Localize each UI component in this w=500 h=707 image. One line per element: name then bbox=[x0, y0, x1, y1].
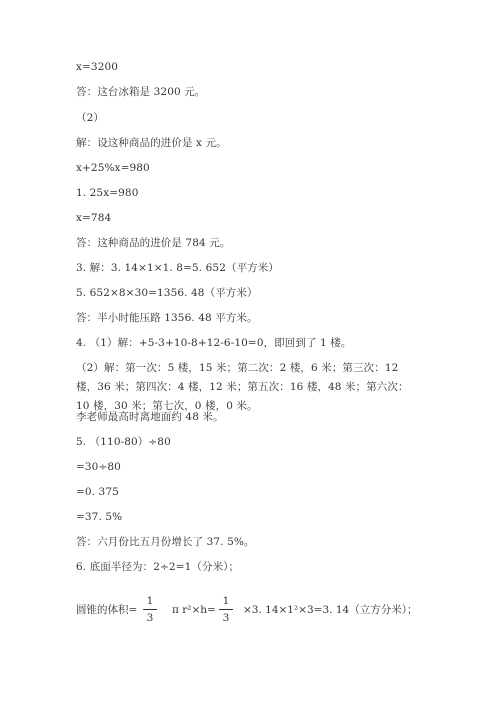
solution-line: 5. （110-80）÷80 bbox=[76, 436, 171, 448]
equation-line: =0. 375 bbox=[76, 486, 119, 498]
fraction-denominator: 3 bbox=[222, 612, 230, 624]
fraction-bar bbox=[143, 609, 157, 610]
solution-line: 解：设这种商品的进价是 x 元。 bbox=[76, 137, 227, 149]
fraction-bar bbox=[219, 609, 233, 610]
answer-line: 答：这种商品的进价是 784 元。 bbox=[76, 237, 231, 249]
answer-line: 答：六月份比五月份增长了 37. 5%。 bbox=[76, 536, 255, 548]
answer-line: 李老师最高时离地面约 48 米。 bbox=[76, 411, 224, 423]
fraction-denominator: 3 bbox=[146, 612, 154, 624]
equation-line: 1. 25x=980 bbox=[76, 187, 139, 199]
fraction-numerator: 1 bbox=[222, 595, 230, 607]
formula-middle: π r²×h= bbox=[172, 604, 216, 616]
fraction-one-third bbox=[143, 594, 157, 625]
fraction-one-third bbox=[219, 594, 233, 625]
formula-prefix: 圆锥的体积= bbox=[76, 604, 138, 616]
answer-line: 答：半小时能压路 1356. 48 平方米。 bbox=[76, 312, 258, 324]
equation-line: x+25%x=980 bbox=[76, 162, 150, 174]
fraction-numerator: 1 bbox=[146, 595, 154, 607]
equation-line: =30÷80 bbox=[76, 461, 121, 473]
equation-line: =37. 5% bbox=[76, 511, 123, 523]
subquestion-label: （2） bbox=[76, 112, 104, 124]
solution-line: 4. （1）解：+5-3+10-8+12-6-10=0，即回到了 1 楼。 bbox=[76, 337, 352, 349]
equation-line: x=784 bbox=[76, 212, 112, 224]
formula-suffix: ×3. 14×1²×3=3. 14（立方分米）； bbox=[243, 604, 418, 616]
solution-paragraph: （2）解：第一次：5 楼，15 米；第二次：2 楼，6 米；第三次：12 楼，36 米；第四次：4 楼，12 米；第五次：16 楼，48 米；第六次：10 楼，30 米；第七次，0 楼，0 米。 bbox=[76, 362, 409, 412]
solution-line: 6. 底面半径为：2÷2=1（分米）； bbox=[76, 561, 240, 573]
equation-line: x=3200 bbox=[76, 61, 119, 73]
answer-line: 答：这台冰箱是 3200 元。 bbox=[76, 86, 206, 98]
equation-line: 5. 652×8×30=1356. 48（平方米） bbox=[76, 287, 258, 299]
solution-line: 3. 解：3. 14×1×1. 8=5. 652（平方米） bbox=[76, 262, 279, 274]
